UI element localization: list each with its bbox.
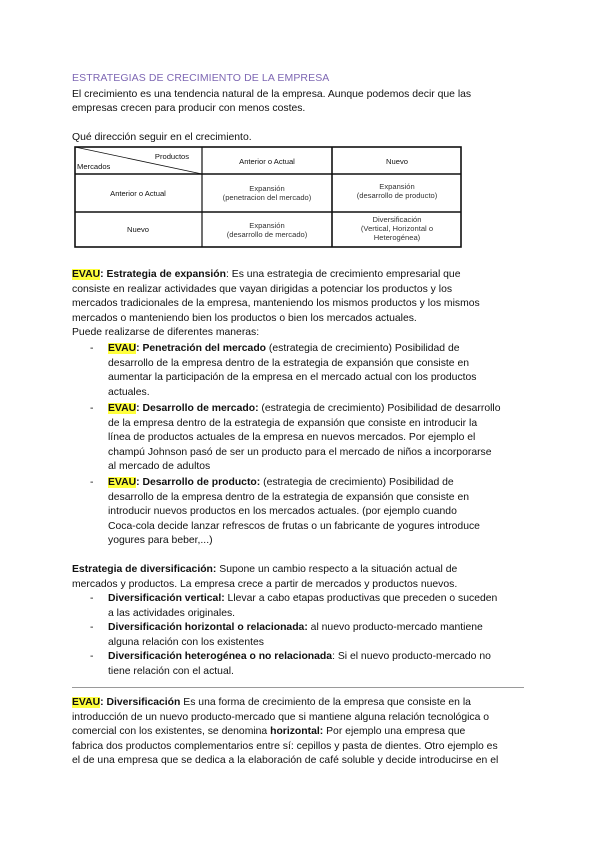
list-item-penetration-3: aumentar la participación de la empresa en el mercado actual con los productos xyxy=(108,372,477,383)
evau-highlight: EVAU xyxy=(108,403,137,414)
row-header-new: Nuevo xyxy=(127,225,149,234)
list-item-market-dev-5: al mercado de adultos xyxy=(108,461,211,472)
item-heading: Diversificación horizontal o relacionada: xyxy=(108,622,308,633)
list-bullet: - xyxy=(90,343,94,354)
evau-highlight: EVAU xyxy=(72,269,101,280)
text: al nuevo producto-mercado mantiene xyxy=(307,622,483,633)
text: : Es una estrategia de crecimiento empresarial que xyxy=(226,269,461,280)
div-vertical-1 xyxy=(108,592,528,607)
cell-text: Expansión xyxy=(249,184,285,193)
expansion-line-3: mercados tradicionales de la empresa, manteniendo los mismos productos y los mismos xyxy=(72,298,480,309)
evau-div-line-3 xyxy=(72,725,532,740)
list-item-penetration-2: desarrollo de la empresa dentro de la estrategia de expansión que consiste en xyxy=(108,357,470,369)
evau-highlight: EVAU xyxy=(108,343,137,354)
cell-text: (desarrollo de mercado) xyxy=(226,230,308,239)
div-vertical-2: a las actividades originales. xyxy=(108,607,236,619)
text: Supone un cambio respecto a la situación actual de xyxy=(216,564,458,575)
list-bullet: - xyxy=(90,403,94,414)
item-heading: : Desarrollo de mercado: xyxy=(136,403,259,414)
col-header-new: Nuevo xyxy=(386,157,408,166)
row-header-current: Anterior o Actual xyxy=(110,189,166,198)
cell-text: (penetracion del mercado) xyxy=(222,193,312,202)
corner-products-label: Productos xyxy=(154,152,190,161)
text: (estrategia de crecimiento) Posibilidad de desarrollo xyxy=(258,403,501,414)
evau-div-line-5: el de una empresa que se dedica a la elaboración de café soluble y decide introducirse en el xyxy=(72,755,499,766)
text: comercial con los existentes, se denomina xyxy=(72,726,271,737)
col-header-current: Anterior o Actual xyxy=(239,157,295,166)
expansion-line-4: mercados o manteniendo bien los productos o bien los mercados actuales. xyxy=(72,312,417,324)
expansion-line-2: consiste en realizar actividades que vayan dirigidas a potenciar los productos y los xyxy=(72,283,453,295)
cell-text: (desarrollo de producto) xyxy=(356,191,438,200)
cell-text: (Vertical, Horizontal o xyxy=(360,224,434,233)
expansion-heading: : Estrategia de expansión xyxy=(100,269,226,280)
evau-div-line-2: introducción de un nuevo producto-mercado que si mantiene alguna relación tecnológica o xyxy=(72,711,490,723)
cell-text: Diversificación xyxy=(372,215,422,224)
list-bullet: - xyxy=(90,477,94,488)
diversification-line-2: mercados y productos. La empresa crece a partir de mercados y productos nuevos. xyxy=(72,578,458,590)
text: : Si el nuevo producto-mercado no xyxy=(332,651,491,662)
evau-highlight: EVAU xyxy=(72,697,101,708)
div-heterogeneous-2: tiene relación con el actual. xyxy=(108,665,234,677)
growth-matrix-table xyxy=(74,146,462,248)
evau-div-line-4: fabrica dos productos complementarios entre sí: cepillos y pasta de dientes. Otro ejemplo es xyxy=(72,740,498,752)
cell-market-development xyxy=(202,221,332,239)
cell-product-development xyxy=(332,182,462,200)
diversification-heading: Estrategia de diversificación: xyxy=(72,564,217,575)
list-bullet: - xyxy=(90,651,94,662)
corner-markets-label: Mercados xyxy=(77,162,111,171)
evau-div-line-1 xyxy=(72,696,532,711)
item-heading: : Desarrollo de producto: xyxy=(136,477,261,488)
item-heading: Diversificación heterogénea o no relacionada xyxy=(108,651,333,662)
expansion-line-1 xyxy=(72,268,534,283)
expansion-line-5: Puede realizarse de diferentes maneras: xyxy=(72,327,260,338)
list-item-penetration-4: actuales. xyxy=(108,386,150,398)
text: (estrategia de crecimiento) Posibilidad de xyxy=(260,477,454,488)
item-heading: Diversificación vertical: xyxy=(108,593,225,604)
cell-market-penetration xyxy=(202,184,332,202)
list-bullet: - xyxy=(90,593,94,604)
text: Por ejemplo una empresa que xyxy=(323,726,466,737)
div-heterogeneous-1 xyxy=(108,650,528,665)
horizontal-term: horizontal: xyxy=(270,726,324,737)
item-heading: : Diversificación xyxy=(100,697,181,708)
list-item-product-dev-4: Coca-cola decide lanzar refrescos de frutas o un fabricante de yogures introduce xyxy=(108,520,480,532)
list-bullet: - xyxy=(90,622,94,633)
cell-text: Expansión xyxy=(379,182,415,191)
cell-diversification xyxy=(332,215,462,242)
list-item-product-dev-3: introducir nuevos productos en los mercados actuales. (por ejemplo cuando xyxy=(108,506,457,517)
section-divider xyxy=(72,687,524,688)
div-horizontal-2: alguna relación con los existentes xyxy=(108,636,264,648)
div-horizontal-1 xyxy=(108,621,528,636)
list-item-product-dev-5: yogures para beber,...) xyxy=(108,535,213,546)
text: Es una forma de crecimiento de la empresa que consiste en la xyxy=(180,697,471,708)
list-item-penetration-1 xyxy=(108,342,528,357)
page-title: ESTRATEGIAS DE CRECIMIENTO DE LA EMPRESA xyxy=(72,72,330,84)
list-item-market-dev-2: de la empresa dentro de la estrategia de expansión que consiste en introducir la xyxy=(108,417,478,429)
intro-line-1: El crecimiento es una tendencia natural de la empresa. Aunque podemos decir que las xyxy=(72,89,472,100)
evau-highlight: EVAU xyxy=(108,477,137,488)
item-heading: : Penetración del mercado xyxy=(136,343,267,354)
diversification-line-1 xyxy=(72,563,534,578)
table-caption: Qué dirección seguir en el crecimiento. xyxy=(72,132,252,143)
list-item-product-dev-2: desarrollo de la empresa dentro de la estrategia de expansión que consiste en xyxy=(108,491,470,503)
text: Llevar a cabo etapas productivas que preceden o suceden xyxy=(224,593,498,604)
list-item-market-dev-3: línea de productos actuales de la empresa en nuevos mercados. Por ejemplo el xyxy=(108,432,476,443)
list-item-market-dev-1 xyxy=(108,402,528,417)
cell-text: Expansión xyxy=(249,221,285,230)
text: (estrategia de crecimiento) Posibilidad de xyxy=(266,343,460,354)
list-item-market-dev-4: champú Johnson pasó de ser un producto para el mercado de niños a incorporarse xyxy=(108,446,492,458)
intro-line-2: empresas crecen para producir con menos costes. xyxy=(72,103,306,114)
list-item-product-dev-1 xyxy=(108,476,528,491)
cell-text: Heterogénea) xyxy=(373,233,421,242)
